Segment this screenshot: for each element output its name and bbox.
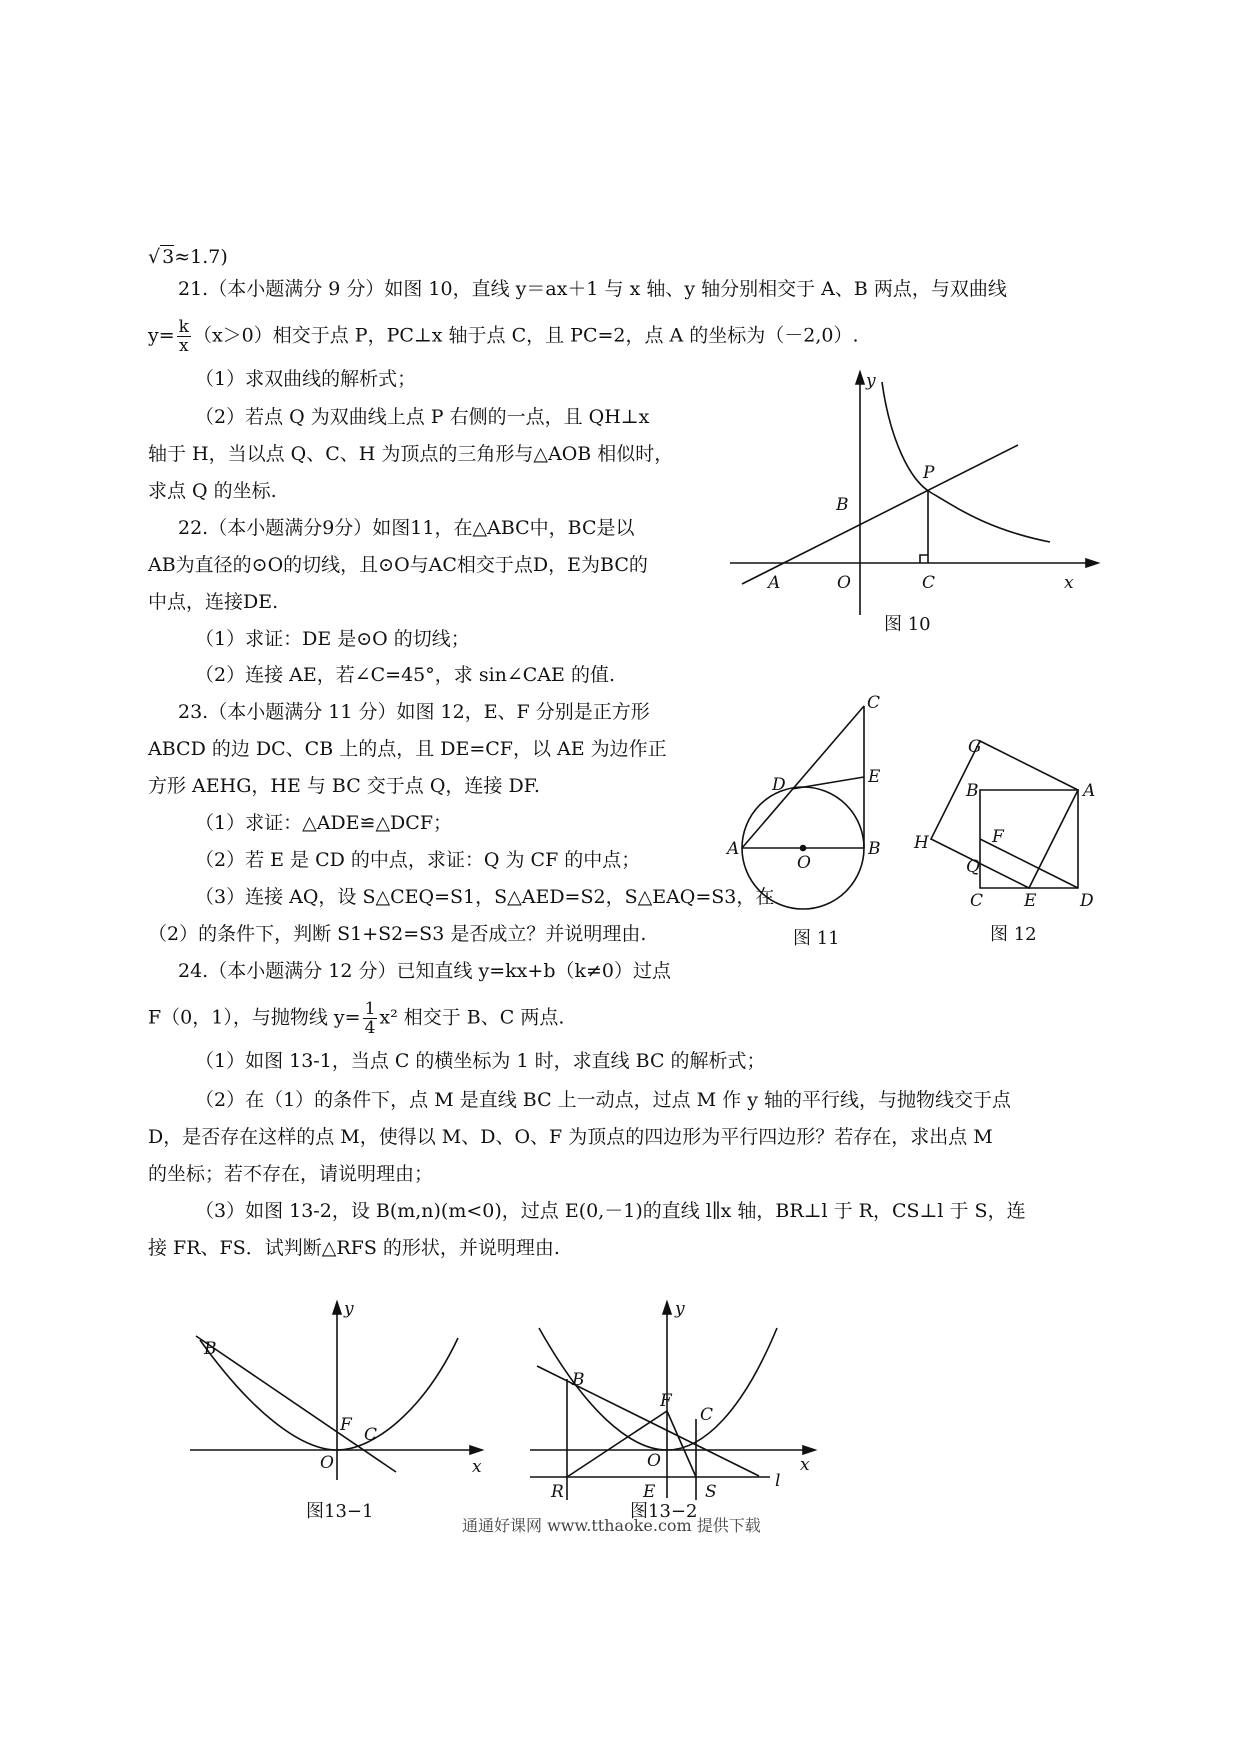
fig13-1-line-bc — [196, 1336, 396, 1472]
fig13-1-y-arrow — [333, 1302, 341, 1314]
fig13-2-label-l: l — [775, 1471, 781, 1491]
fig13-1-x-arrow — [470, 1446, 482, 1454]
q23-stem-line1: 23.（本小题满分 11 分）如图 12，E、F 分别是正方形 — [178, 701, 650, 723]
fig10-y-arrow — [856, 372, 864, 384]
q24-part1: （1）如图 13-1，当点 C 的横坐标为 1 时，求直线 BC 的解析式； — [195, 1050, 766, 1072]
fig13-2-caption: 图13−2 — [630, 1501, 698, 1522]
fig13-2-label-b: B — [572, 1370, 585, 1390]
figure-12 — [910, 737, 1096, 920]
fig11-segment-ac — [742, 706, 864, 848]
fig11-label-e: E — [868, 767, 881, 787]
fig12-label-a: A — [1083, 781, 1096, 801]
fig13-2-label-f: F — [660, 1391, 672, 1411]
q24-part2-line2: D，是否存在这样的点 M，使得以 M、D、O、F 为顶点的四边形为平行四边形？若存在，求出点 M — [148, 1126, 993, 1148]
fig12-label-c: C — [970, 891, 984, 911]
q23-stem-line2: ABCD 的边 DC、CB 上的点，且 DE=CF，以 AE 为边作正 — [148, 738, 667, 760]
fig10-label-o: O — [837, 573, 851, 593]
q21-stem-line1: 21.（本小题满分 9 分）如图 10，直线 y＝ax＋1 与 x 轴、y 轴分别相交于 A、B 两点，与双曲线 — [178, 278, 1007, 300]
q21-part2-line3: 求点 Q 的坐标. — [148, 480, 277, 502]
hyperbola-fraction: $\frac{k}{x}$ — [178, 317, 189, 356]
figure-13-2 — [515, 1300, 815, 1510]
fig10-label-x: x — [1064, 573, 1074, 593]
fig13-2-label-x: x — [800, 1455, 810, 1475]
fig13-2-y-arrow — [663, 1302, 671, 1314]
fig13-1-label-y: y — [344, 1299, 354, 1319]
fig13-1-parabola — [200, 1338, 458, 1450]
q23-part2: （2）若 E 是 CD 的中点，求证：Q 为 CF 的中点； — [195, 849, 641, 871]
figure-11 — [725, 690, 890, 930]
q24-stem-line1: 24.（本小题满分 12 分）已知直线 y=kx+b（k≠0）过点 — [178, 960, 671, 982]
q22-stem-line3: 中点，连接DE. — [148, 591, 279, 613]
q22-part2: （2）连接 AE，若∠C=45°，求 sin∠CAE 的值. — [195, 664, 616, 686]
q23-part3-line1: （3）连接 AQ，设 S△CEQ=S1，S△AED=S2，S△EAQ=S3，在 — [195, 886, 775, 908]
fig13-1-label-x: x — [472, 1457, 482, 1477]
fig10-x-arrow — [1086, 559, 1098, 567]
fig12-label-b: B — [966, 781, 979, 801]
q24-part3-line1: （3）如图 13-2，设 B(m,n)(m<0)，过点 E(0,－1)的直线 l∥x 轴，BR⊥l 于 R，CS⊥l 于 S，连 — [195, 1200, 1026, 1222]
fig11-segment-de — [792, 777, 864, 789]
fig10-label-c: C — [922, 573, 936, 593]
q23-part3-line2: （2）的条件下，判断 S1+S2=S3 是否成立？并说明理由. — [148, 923, 647, 945]
sqrt3-approx-line: √ 3≈1.7) — [148, 246, 228, 268]
figure-13-1 — [190, 1300, 495, 1490]
fig10-hyperbola — [882, 382, 1050, 542]
fig13-2-label-c: C — [700, 1405, 714, 1425]
fig12-label-q: Q — [966, 857, 980, 877]
footer-watermark: 通通好课网 www.tthaoke.com 提供下载 — [462, 1516, 761, 1535]
q21-stem-line2: y= $\frac{k}{x}$ （x＞0）相交于点 P，PC⊥x 轴于点 C，且 PC=2，点 A 的坐标为（－2,0）. — [148, 317, 859, 356]
fig13-1-label-o: O — [320, 1453, 334, 1473]
fig12-caption: 图 12 — [990, 924, 1037, 945]
fig11-center-dot — [801, 846, 806, 851]
q24-part3-line2: 接 FR、FS．试判断△RFS 的形状，并说明理由. — [148, 1237, 560, 1259]
fig13-2-x-arrow — [803, 1446, 815, 1454]
figure-10 — [720, 370, 1100, 620]
fig11-label-o: O — [797, 853, 811, 873]
fig13-1-caption: 图13−1 — [306, 1501, 374, 1522]
fig13-2-label-o: O — [647, 1451, 661, 1471]
fig12-label-d: D — [1080, 891, 1094, 911]
q21-part2-line1: （2）若点 Q 为双曲线上点 P 右侧的一点，且 QH⊥x — [195, 406, 650, 428]
fig11-label-b: B — [868, 839, 881, 859]
fig13-1-label-b: B — [204, 1339, 217, 1359]
fig11-label-d: D — [772, 775, 786, 795]
fig10-label-p: P — [923, 463, 935, 483]
q22-stem-line1: 22.（本小题满分9分）如图11，在△ABC中，BC是以 — [178, 517, 635, 539]
q23-stem-line3: 方形 AEHG，HE 与 BC 交于点 Q，连接 DF. — [148, 775, 540, 797]
fig10-label-b: B — [836, 495, 849, 515]
q22-stem-line2: AB为直径的⊙O的切线，且⊙O与AC相交于点D，E为BC的 — [148, 554, 648, 576]
fig10-label-y: y — [866, 371, 876, 391]
fig12-square-aehg — [931, 741, 1078, 888]
fig10-caption: 图 10 — [884, 614, 931, 635]
q21-part2-line2: 轴于 H，当以点 Q、C、H 为顶点的三角形与△AOB 相似时， — [148, 443, 674, 465]
q22-part1: （1）求证：DE 是⊙O 的切线； — [195, 628, 470, 650]
q21-part1: （1）求双曲线的解析式； — [195, 368, 417, 390]
fig12-label-e: E — [1024, 891, 1037, 911]
fig13-2-label-r: R — [551, 1482, 564, 1502]
fig11-label-a: A — [727, 839, 740, 859]
q24-part2-line1: （2）在（1）的条件下，点 M 是直线 BC 上一动点，过点 M 作 y 轴的平行线，与抛物线交于点 — [195, 1089, 1011, 1111]
fig13-2-label-y: y — [675, 1299, 685, 1319]
fig10-right-angle — [920, 555, 928, 563]
parabola-fraction: $\frac{1}{4}$ — [364, 999, 376, 1038]
fig11-caption: 图 11 — [793, 928, 840, 949]
q24-stem-line2: F（0，1），与抛物线 y= $\frac{1}{4}$ x² 相交于 B、C 两点. — [148, 999, 565, 1038]
q23-part1: （1）求证：△ADE≌△DCF； — [195, 812, 453, 834]
fig10-label-a: A — [768, 573, 781, 593]
fig13-1-label-c: C — [364, 1425, 378, 1445]
fig13-2-label-s: S — [705, 1482, 717, 1502]
fig13-2-label-e: E — [643, 1482, 656, 1502]
fig12-label-h: H — [914, 833, 929, 853]
fig13-1-label-f: F — [340, 1415, 352, 1435]
fig12-label-g: G — [968, 737, 982, 757]
q24-part2-line3: 的坐标；若不存在，请说明理由； — [148, 1163, 434, 1185]
fig11-label-c: C — [867, 693, 881, 713]
sqrt-radicand: 3 — [162, 246, 175, 268]
fig12-label-f: F — [992, 827, 1004, 847]
